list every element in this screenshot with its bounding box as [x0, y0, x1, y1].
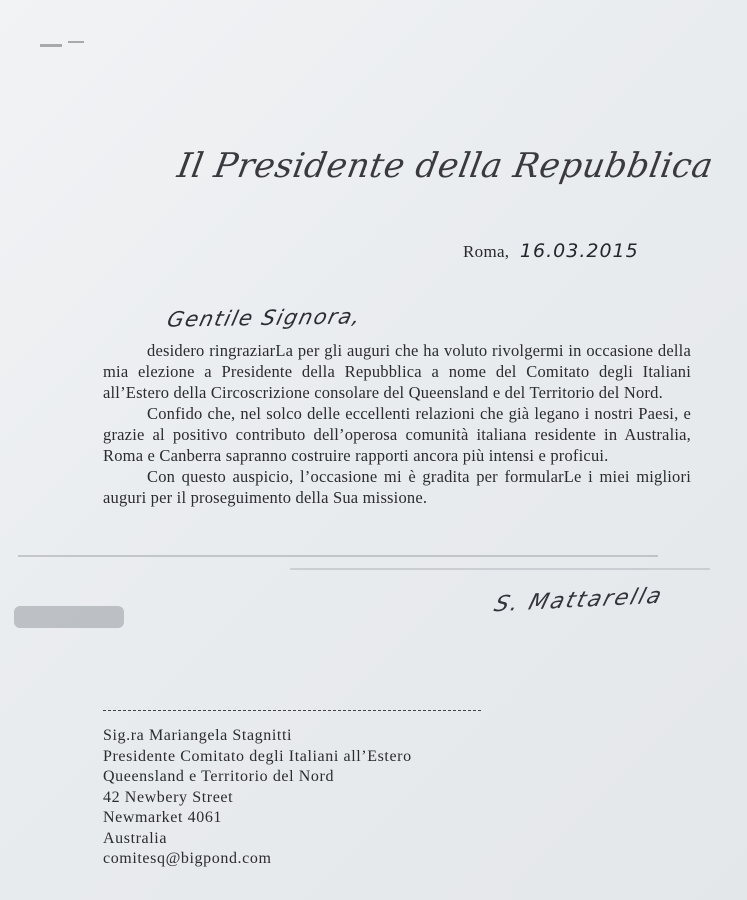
scan-mark-top-2 [68, 41, 84, 43]
scan-mark-top [40, 44, 62, 47]
address-line-city: Newmarket 4061 [103, 809, 223, 826]
paragraph-3: Con questo auspicio, l’occasione mi è gradita per formularLe i miei migliori auguri per il proseguimento della Sua missione. [103, 467, 691, 507]
handwritten-date: 16.03.2015 [519, 240, 639, 262]
address-line-email: comitesq@bigpond.com [103, 850, 272, 867]
paragraph-1: desidero ringraziarLa per gli auguri che ha voluto rivolgermi in occasione della mia elezione a Presidente della Repubblica a nome del Comitato degli Italiani all’Estero della Circoscrizione consolare del Queensland e del Territorio del Nord. [103, 341, 691, 402]
letterhead-title: Il Presidente della Repubblica [174, 146, 717, 186]
handwritten-signature: S. Mattarella [491, 583, 667, 618]
scan-mark-line-2 [290, 568, 710, 570]
address-separator [103, 710, 481, 711]
scan-mark-left [14, 606, 124, 628]
letter-body [103, 340, 691, 508]
address-line-name: Sig.ra Mariangela Stagnitti [103, 727, 293, 744]
address-line-title: Presidente Comitato degli Italiani all’Estero [103, 747, 412, 765]
scan-mark-line [18, 555, 658, 557]
paragraph-2: Confido che, nel solco delle eccellenti relazioni che già legano i nostri Paesi, e grazie al positivo contributo dell’operosa comunità italiana residente in Australia, Roma e Canberra sapranno costruire rapporti ancora più intensi e proficui. [103, 404, 691, 465]
address-line-region: Queensland e Territorio del Nord [103, 768, 335, 785]
address-line-country: Australia [103, 829, 168, 847]
recipient-address [103, 726, 412, 870]
place-label: Roma, [463, 242, 510, 261]
handwritten-salutation: Gentile Signora, [164, 304, 365, 332]
date-line [463, 240, 639, 262]
address-line-street: 42 Newbery Street [103, 788, 234, 806]
